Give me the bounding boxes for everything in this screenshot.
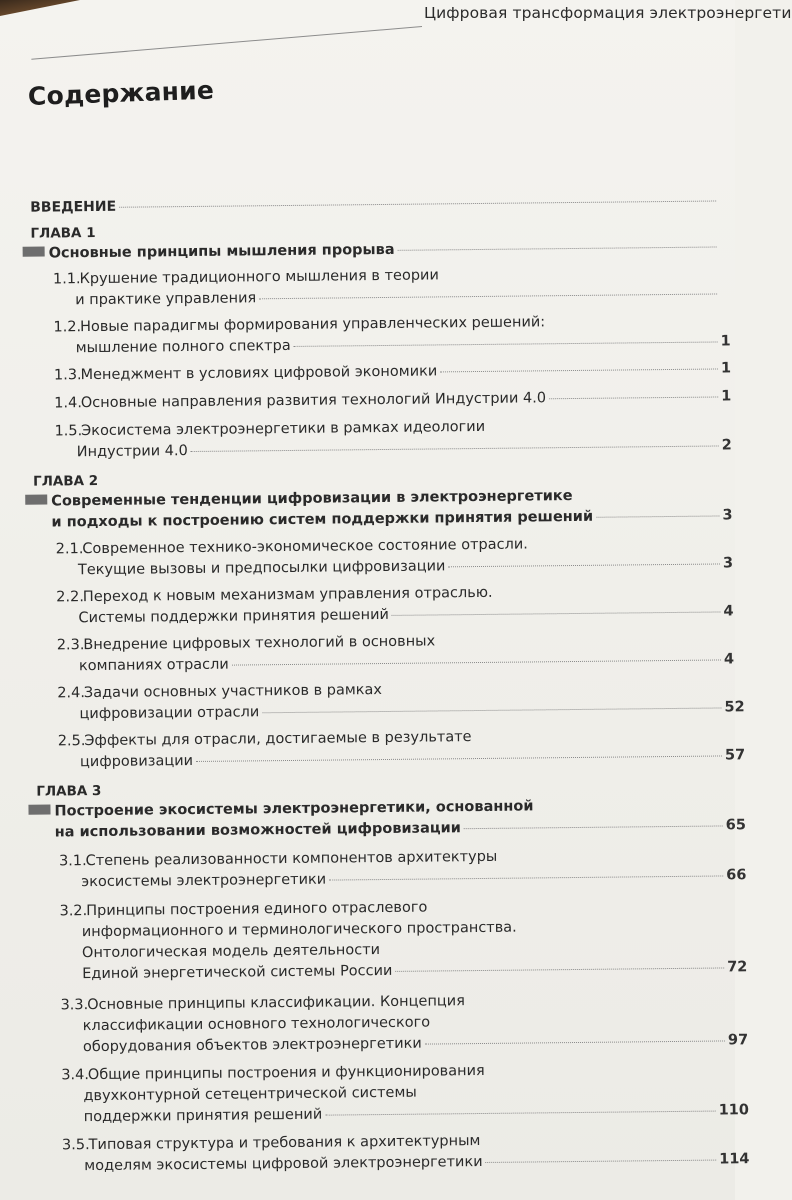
toc-entry-3-1[interactable]: 3.1. Степень реализованности компонентов архитектуры экосистемы электроэнергетики 66 bbox=[58, 848, 747, 891]
leader-dots bbox=[392, 610, 721, 615]
leader-dots bbox=[596, 514, 719, 517]
toc-entry-3-5[interactable]: 3.5. Типовая структура и требования к архитектурным моделям экосистемы цифровой электроэнергетики 114 bbox=[61, 1133, 750, 1175]
page-title: Содержание bbox=[27, 75, 215, 111]
chapter-marker-icon bbox=[23, 247, 45, 257]
toc-entry-chapter-2[interactable]: Современные тенденции цифровизации в электроэнергетике и подходы к построению систем поддержки принятия решений 3 bbox=[25, 484, 738, 533]
leader-dots bbox=[196, 754, 722, 762]
table-of-contents bbox=[0, 182, 750, 1175]
leader-dots bbox=[549, 395, 718, 399]
page-corner-shadow bbox=[0, 0, 80, 16]
toc-entry-2-4[interactable]: 2.4. Задачи основных участников в рамках цифровизации отрасли 52 bbox=[57, 682, 745, 723]
leader-dots bbox=[464, 824, 723, 829]
chapter-2-label: ГЛАВА 2 bbox=[32, 472, 99, 490]
chapter-marker-icon bbox=[28, 805, 50, 815]
leader-dots bbox=[262, 706, 721, 713]
toc-entry-1-2[interactable]: 1.2. Новые парадигмы формирования управленческих решений: мышление полного спектра 1 bbox=[53, 314, 731, 357]
toc-entry-3-2[interactable]: 3.2. Принципы построения единого отраслевого информационного и терминологического пространства. Онтологическая модель деятельности Единой энергетической системы России 72 bbox=[59, 899, 748, 983]
leader-dots bbox=[395, 966, 724, 971]
leader-dots bbox=[448, 562, 720, 567]
toc-entry-chapter-1[interactable]: Основные принципы мышления прорыва bbox=[23, 236, 736, 264]
toc-entry-chapter-3[interactable]: Построение экосистемы электроэнергетики, основанной на использовании возможностей цифровизации 65 bbox=[28, 794, 741, 843]
running-head-rule bbox=[31, 26, 422, 60]
leader-dots bbox=[440, 367, 718, 372]
toc-entry-2-5[interactable]: 2.5. Эффекты для отрасли, достигаемые в результате цифровизации 57 bbox=[57, 729, 746, 771]
toc-entry-1-1[interactable]: 1.1. Крушение традиционного мышления в теории и практике управления bbox=[53, 262, 736, 311]
leader-dots bbox=[294, 340, 718, 346]
toc-entry-1-4[interactable]: 1.4. Основные направления развития технологий Индустрии 4.0 1 bbox=[54, 388, 732, 412]
toc-entry-2-2[interactable]: 2.2. Переход к новым механизмам управления отраслью. Системы поддержки принятия решений 4 bbox=[56, 584, 734, 627]
leader-dots bbox=[425, 1039, 725, 1044]
chapter-3-label: ГЛАВА 3 bbox=[36, 782, 102, 800]
chapter-1-label: ГЛАВА 1 bbox=[30, 225, 96, 242]
running-head: Цифровая трансформация электроэнергети bbox=[424, 4, 792, 22]
leader-dots bbox=[486, 1159, 717, 1163]
chapter-marker-icon bbox=[25, 495, 47, 505]
toc-entry-2-1[interactable]: 2.1. Современное технико-экономическое состояние отрасли. Текущие вызовы и предпосылки цифровизации 3 bbox=[55, 536, 734, 579]
leader-dots bbox=[325, 1110, 715, 1116]
leader-dots bbox=[232, 658, 721, 665]
toc-entry-2-3[interactable]: 2.3. Внедрение цифровых технологий в основных компаниях отрасли 4 bbox=[56, 633, 735, 675]
leader-dots bbox=[398, 245, 717, 250]
toc-entry-intro[interactable]: ВВЕДЕНИЕ bbox=[30, 190, 735, 218]
leader-dots bbox=[119, 200, 716, 208]
toc-entry-1-3[interactable]: 1.3. Менеджмент в условиях цифровой экономики 1 bbox=[53, 360, 732, 384]
toc-entry-3-4[interactable]: 3.4. Общие принципы построения и функционирования двухконтурной сетецентрической системы поддержки принятия решений 110 bbox=[61, 1062, 750, 1126]
leader-dots bbox=[191, 444, 719, 452]
toc-entry-3-3[interactable]: 3.3. Основные принципы классификации. Концепция классификации основного технологического оборудования объектов электроэнергетики 97 bbox=[60, 993, 749, 1056]
toc-entry-1-5[interactable]: 1.5. Экосистема электроэнергетики в рамках идеологии Индустрии 4.0 2 bbox=[54, 418, 732, 461]
leader-dots bbox=[259, 292, 717, 299]
leader-dots bbox=[329, 874, 723, 880]
